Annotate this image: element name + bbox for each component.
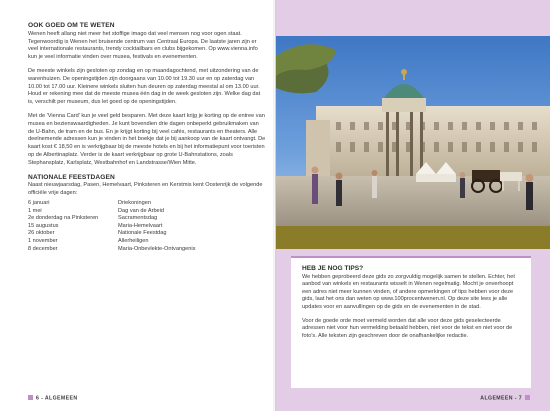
folio-right-label: ALGEMEEN - 7 [480, 395, 522, 402]
holiday-date: 8 december [28, 245, 58, 252]
holiday-row [28, 223, 195, 231]
folio-square-icon [28, 395, 33, 400]
holiday-date: 6 januari [28, 199, 50, 206]
holiday-name: Maria-Hemelvaart [118, 222, 163, 229]
paragraph-opening-hours: De meeste winkels zijn gesloten op zondag en op maandagochtend, met uitzondering van de warenhuizen. De openingstijden zijn doorgaans van 10.00 tot 19.30 uur en op zaterdag van 10.00 tot 17.00 uur. Kleinere winkels sluiten hun deuren op zaterdag meestal al om 13.00 uur. Houd er rekening mee dat de meeste musea één dag in de week gesloten zijn. Welke dag dat is, verschilt per museum, dus let goed op de openingstijden. [28, 67, 261, 106]
holidays-intro: Naast nieuwjaarsdag, Pasen, Hemelvaart, Pinksteren en Kerstmis kent Oostenrijk de volgende officiële vrije dagen: [28, 182, 263, 197]
holiday-name: Dag van de Arbeid [118, 207, 165, 214]
holiday-row [28, 230, 195, 238]
paragraph-vienna-card: Met de 'Vienna Card' kun je veel geld besparen. Met deze kaart krijg je korting op de entree van musea en bezienswaardigheden. Je kunt bovendien drie dagen onbeperkt gebruikmaken van de U-Bahn, de tram en de bus. En je krijgt korting bij veel cafés, restaurants en theaters. Alle deelnemende adressen kun je vinden in het boekje dat je bij aankoop van de kaart ontvangt. De kaart kost € 18,50 en is verkrijgbaar bij de meeste hotels en bij het informatiepunt voor toeristen op de Albertinaplatz. Verder is de kaart verkrijgbaar op grote U-Bahnstations, zoals Stephansplatz, Karlsplatz, Westbahnhof en Landstrasse/Wien Mitte. [28, 112, 266, 166]
holiday-row [28, 200, 195, 208]
folio-left-label: 6 - ALGEMEEN [36, 395, 78, 402]
holiday-name: Driekoningen [118, 199, 151, 206]
holiday-name: Allerheiligen [118, 237, 149, 244]
holiday-date: 26 oktober [28, 230, 55, 237]
holiday-date: 1 mei [28, 207, 42, 214]
holiday-date: 15 augustus [28, 222, 59, 229]
hofburg-photo [276, 36, 550, 226]
holiday-date: 2e donderdag na Pinksteren [28, 215, 99, 222]
holiday-date: 1 november [28, 237, 58, 244]
tips-box-content [291, 258, 531, 340]
holiday-row [28, 208, 195, 216]
page-number-left [28, 395, 78, 402]
holiday-name: Maria-Onbevlekte-Ontvangenis [118, 245, 196, 252]
holidays-heading: NATIONALE FEESTDAGEN [28, 173, 115, 181]
tips-paragraph-disclaimer: Voor de goede orde moet vermeld worden dat alle voor deze gids geselecteerde adressen niet voor hun vermelding betaald hebben, niet voor de tekst en niet voor de foto's. Alle teksten zijn geschreven door de onafhankelijke redactie. [302, 317, 513, 339]
page-number-right [480, 395, 530, 402]
holidays-table [28, 200, 195, 253]
holiday-row [28, 215, 195, 223]
hofburg-photo-illustration [276, 36, 550, 226]
tips-paragraph-updates: We hebben geprobeerd deze gids zo zorgvuldig mogelijk samen te stellen. Echter, het aanbod van winkels en restaurants wisselt in Wenen regelmatig. Mocht je onverhoopt een adres niet meer kunnen vinden, of andere opmerkingen of tips hebben voor deze gids, laat het ons dan weten op www.100procentwenen.nl. Op deze site lees je alle updates voor en aanvullingen op de gids en de evenementen in de stad. [302, 273, 515, 310]
left-text-column [28, 22, 266, 253]
tips-box [291, 256, 531, 388]
folio-square-icon [525, 395, 530, 400]
holiday-row [28, 238, 195, 246]
tips-heading: HEB JE NOG TIPS? [302, 265, 364, 272]
paragraph-intro: Wenen heeft allang niet meer het stoffige imago dat veel mensen nog voor ogen staat. Tegenwoordig is Wenen het bruisende centrum van Centraal Europa. De laatste jaren zijn er veel internationale restaurants, trendy cocktailbars en clubs bijgekomen. Op www.vienna.info kun je veel informatie vinden over musea, festivals en evenementen. [28, 30, 258, 61]
olive-accent-bar [276, 226, 550, 249]
holiday-name: Nationale Feestdag [118, 230, 167, 237]
holiday-name: Sacramentsdag [118, 215, 158, 222]
section-heading: OOK GOED OM TE WETEN [28, 22, 115, 29]
holiday-row [28, 246, 195, 254]
